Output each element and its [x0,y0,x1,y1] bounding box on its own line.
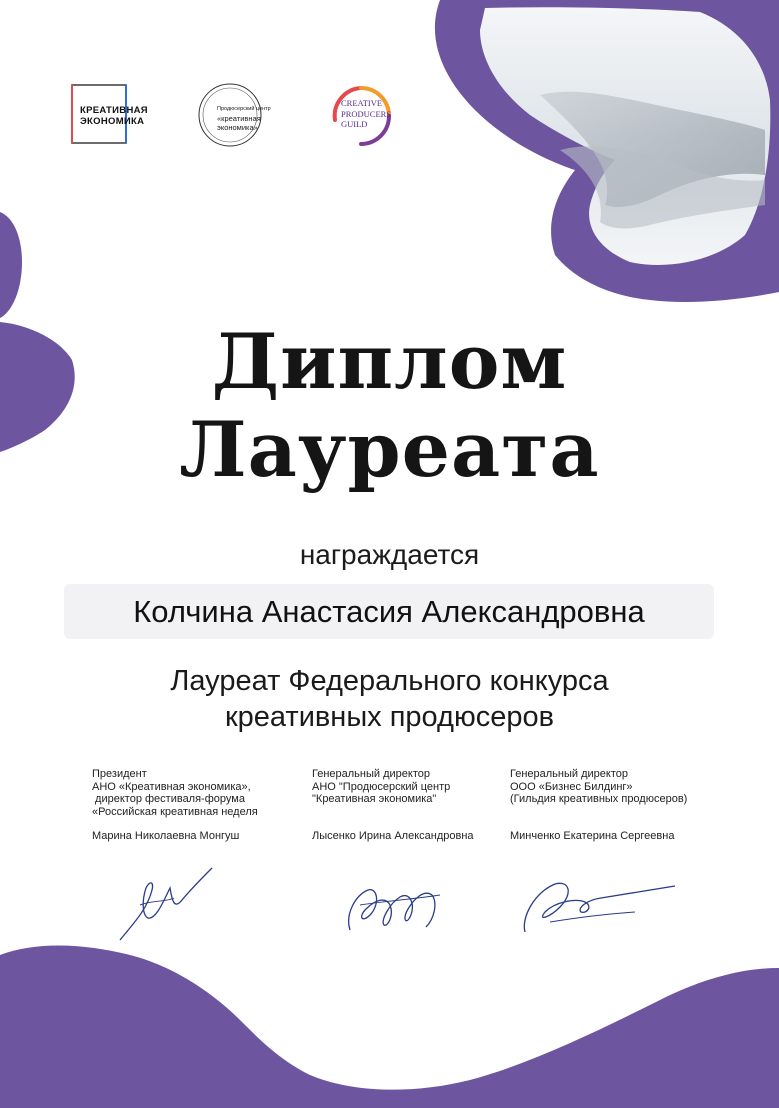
cpg-line2: PRODUCERS [341,108,392,119]
logo-text-line2: ЭКОНОМИКА [80,116,145,127]
bottom-wave-shape [0,946,779,1108]
logo-center-line2: «креативная [217,114,261,123]
left-small-shape [0,212,22,318]
logo-center-line3: экономика» [217,123,258,132]
laureate-line1: Лауреат Федерального конкурса [170,665,609,697]
signatory-position: Генеральный директор ООО «Бизнес Билдинг» (Гильдия креативных продюсеров) [510,768,688,805]
cpg-line3: GUILD [341,119,368,129]
producer-center-logo [195,80,271,150]
signatory-name: Минченко Екатерина Сергеевна [510,830,675,842]
signatory-name: Марина Николаевна Монгуш [92,830,240,842]
signatory-position: Генеральный директор АНО "Продюсерский центр "Креативная экономика" [312,768,451,805]
signature-2 [340,875,450,940]
cpg-line1: CREATIVE [341,98,383,108]
diploma-title-line2: Лауреата [179,405,600,494]
logo-text-line1: КРЕАТИВНАЯ [80,105,148,116]
creative-economy-logo [68,83,148,145]
signatory-name: Лысенко Ирина Александровна [312,830,474,842]
cpg-logo [325,80,397,152]
awarded-label: награждается [299,539,480,570]
logo-center-line1: Продюсерский центр [217,106,271,112]
laureate-line2: креативных продюсеров [224,701,555,733]
signatory-1 [92,768,307,842]
signatory-position: Президент АНО «Креативная экономика», директор фестиваля-форума «Российская креативная неделя [92,768,258,818]
recipient-name: Колчина Анастасия Александровна [133,594,645,629]
signatory-3 [510,768,740,842]
signature-3 [515,872,680,944]
signature-1 [112,860,217,945]
signatory-2 [312,768,502,842]
diploma-title-line1: Диплом [211,317,568,406]
